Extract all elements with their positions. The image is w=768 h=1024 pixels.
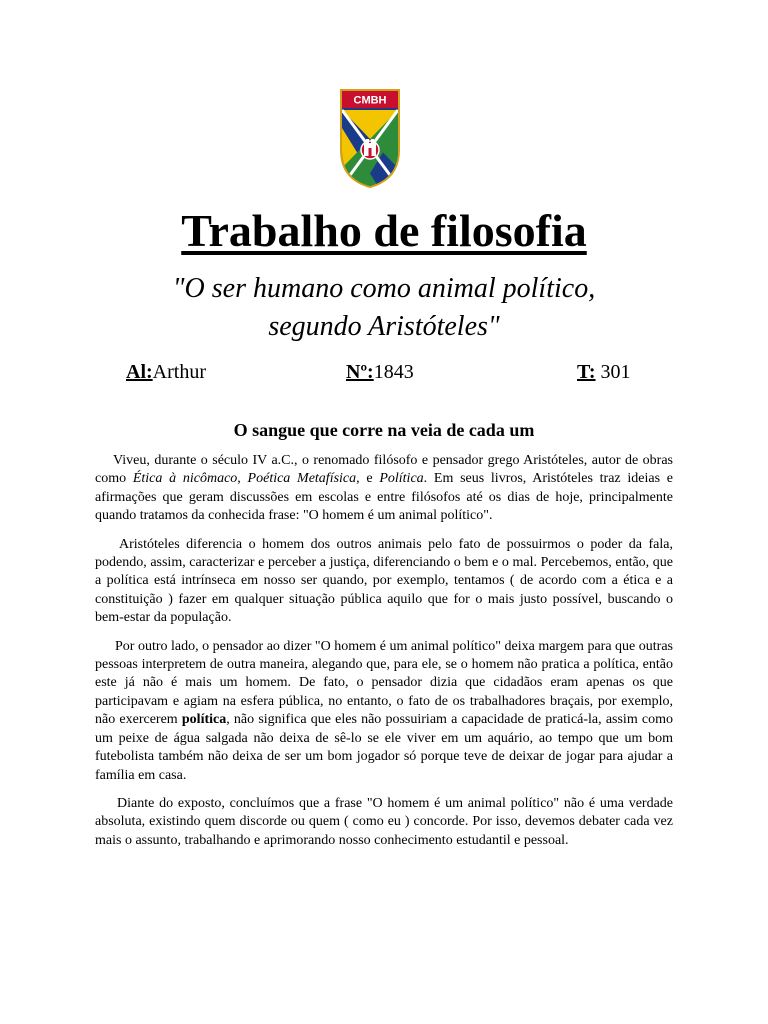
bold-word: política <box>181 712 227 728</box>
book-title-3: Política <box>379 471 424 487</box>
student-class-value: 301 <box>595 361 631 383</box>
paragraph-2-text: Aristóteles diferencia o homem dos outros animais pelo fato de possuirmos o poder da fala, podendo, assim, caracterizar e perceber a justiça, diferenciando o bem e o mal. Percebemos, então, que a política está intrínseca em nosso ser quando, por exemplo, tentamos ( de acordo com a ética e a constituição ) fazer em qualquer situação pública aquilo que for o mais justo possível, buscando o bem-estar da população. <box>95 536 673 626</box>
section-title: O sangue que corre na veia de cada um <box>233 420 535 440</box>
paragraph-3-text-a: Por outro lado, o pensador ao dizer "O homem é um animal político" deixa margem para que outras pessoas interpretem de outra maneira, alegando que, para ele, se o homem não pratica a política, então este já não é mais um homem. De fato, o pensador dizia que cidadãos eram apenas os que participavam e agiam na esfera pública, no entanto, o fato de os trabalhadores braçais, por exemplo, não exercerem <box>95 638 673 728</box>
paragraph-1-text-b: , <box>237 471 248 487</box>
paragraph-4 <box>95 795 673 850</box>
student-class <box>577 360 631 384</box>
page-title: Trabalho de filosofia <box>181 205 587 256</box>
student-number-value: 1843 <box>373 361 414 383</box>
student-name-label: Al: <box>126 361 153 383</box>
paragraph-1-text-d: . Em seus livros, Aristóteles traz ideias e afirmações que geram discussões em escolas e entre filósofos até os dias de hoje, principalmente quando tratamos da conhecida frase: "O homem é um animal político". <box>95 471 673 524</box>
subtitle <box>0 270 768 346</box>
student-name <box>126 360 206 384</box>
paragraph-1-text-a: Viveu, durante o século IV a.C., o renomado filósofo e pensador grego Aristóteles, autor de obras como <box>95 453 673 487</box>
paragraph-1-text-c: , e <box>356 471 380 487</box>
student-number <box>346 360 414 384</box>
logo-text: CMBH <box>353 94 387 107</box>
cmbh-shield-logo <box>339 88 401 188</box>
paragraph-4-text: Diante do exposto, concluímos que a frase "O homem é um animal político" não é uma verdade absoluta, existindo quem discorde ou quem ( como eu ) concorde. Por isso, devemos debater cada vez mais o assunto, trabalhando e aprimorando nosso conhecimento estudantil e pessoal. <box>95 795 673 848</box>
subtitle-line-2: segundo Aristóteles" <box>268 311 500 342</box>
essay-body <box>95 452 673 860</box>
student-number-label: Nº: <box>346 361 374 383</box>
paragraph-2 <box>95 536 673 628</box>
paragraph-1 <box>95 452 673 526</box>
book-title-2: Poética Metafísica <box>247 471 357 487</box>
paragraph-3-text-b: , não significa que eles não possuiriam a capacidade de praticá-la, assim como um peixe de água salgada não deixa de sê-lo se ele viver em um aquário, ao tempo que um bom futebolista também não deixa de ser um bom jogador só porque teve de deixar de jogar para ajudar a família em casa. <box>95 712 674 783</box>
paragraph-3 <box>95 638 673 785</box>
student-name-value: Arthur <box>152 361 206 383</box>
subtitle-line-1: "O ser humano como animal político, <box>172 273 596 304</box>
book-title-1: Ética à nicômaco <box>132 471 238 487</box>
student-class-label: T: <box>577 361 596 383</box>
